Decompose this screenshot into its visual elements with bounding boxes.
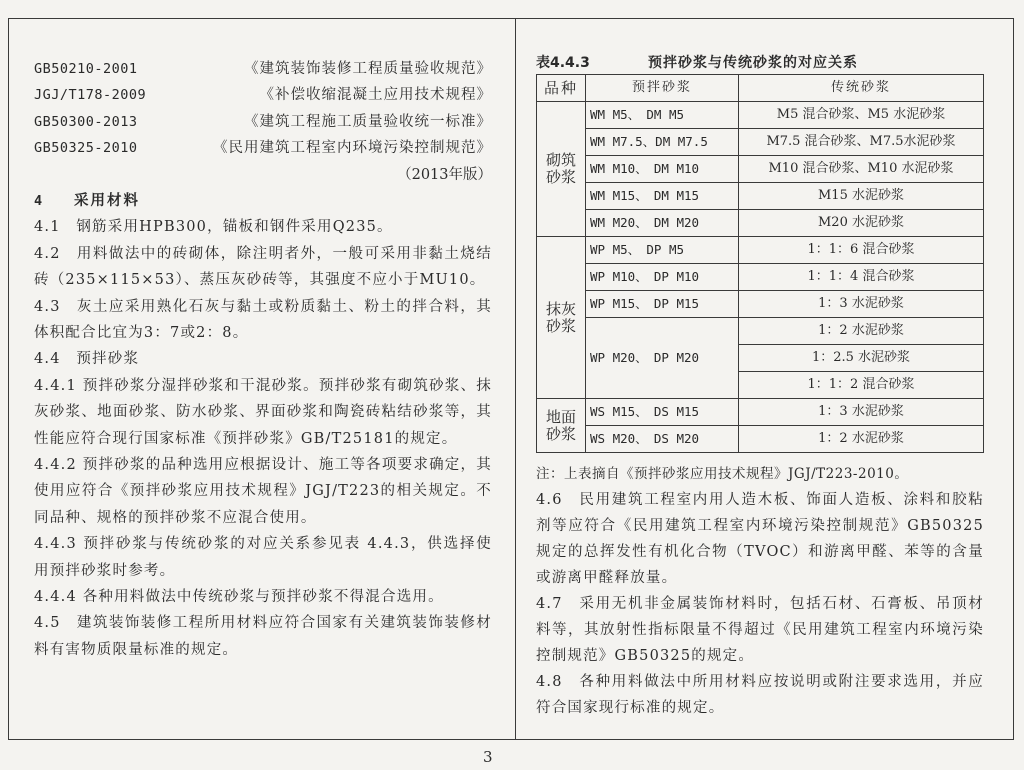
section-title: 采用材料 [74,191,140,209]
traditional-cell: 1：3 水泥砂浆 [739,399,984,426]
left-column [34,56,492,663]
premixed-cell: WM M5、 DM M5 [586,102,739,129]
premixed-cell: WS M20、 DS M20 [586,426,739,453]
clause-4-4: 4.4 预拌砂浆 [34,351,140,368]
traditional-cell: M7.5 混合砂浆、M7.5水泥砂浆 [739,129,984,156]
clause-4-8: 4.8 各种用料做法中所用材料应按说明或附注要求选用，并应符合国家现行标准的规定。 [536,674,984,716]
standard-name: 《建筑装饰装修工程质量验收规范》 [244,61,492,77]
clause-4-4-4: 4.4.4 各种用料做法中传统砂浆与预拌砂浆不得混合选用。 [34,589,444,606]
section-number: 4 [34,192,45,209]
clause-4-7: 4.7 采用无机非金属装饰材料时，包括石材、石膏板、吊顶材料等，其放射性指标限量不得超过《民用建筑工程室内环境污染控制规范》GB50325的规定。 [536,596,984,664]
table-row [537,291,984,318]
standard-code: JGJ/T178-2009 [34,87,147,104]
traditional-cell: 1：2.5 水泥砂浆 [739,345,984,372]
standard-edition: （2013年版） [397,166,492,183]
table-row [537,129,984,156]
standard-code: GB50325-2010 [34,140,138,157]
table-row [537,264,984,291]
clause-4-4-2: 4.4.2 预拌砂浆的品种选用应根据设计、施工等各项要求确定，其使用应符合《预拌砂浆应用技术规程》JGJ/T223的相关规定。不同品种、规格的预拌砂浆不应混合使用。 [34,457,492,526]
standard-name: 《补偿收缩混凝土应用技术规程》 [259,87,492,104]
table-note: 注：上表摘自《预拌砂浆应用技术规程》JGJ/T223-2010。 [536,466,909,482]
standard-item [34,109,492,135]
standard-item [34,135,492,161]
standard-item [34,56,492,82]
premixed-cell: WM M7.5、DM M7.5 [586,129,739,156]
traditional-cell: M20 水泥砂浆 [739,210,984,237]
table-row [537,399,984,426]
traditional-cell: 1：1：6 混合砂浆 [739,237,984,264]
premixed-cell: WP M20、 DP M20 [586,318,739,399]
premixed-cell: WM M20、 DM M20 [586,210,739,237]
section-heading [34,188,492,214]
table-row [537,426,984,453]
clause-4-5: 4.5 建筑装饰装修工程所用材料应符合国家有关建筑装饰装修材料有害物质限量标准的规定。 [34,615,492,658]
traditional-cell: 1：3 水泥砂浆 [739,291,984,318]
table-row [537,156,984,183]
standard-name: 《民用建筑工程室内环境污染控制规范》 [213,140,492,157]
table-title: 预拌砂浆与传统砂浆的对应关系 [648,55,858,71]
clause-4-1: 4.1 钢筋采用HPB300，锚板和钢件采用Q235。 [34,219,393,236]
table-header-row [537,75,984,102]
category-floor: 地面砂浆 [537,399,586,453]
clause-4-6: 4.6 民用建筑工程室内用人造木板、饰面人造板、涂料和胶粘剂等应符合《民用建筑工程室内环境污染控制规范》GB50325规定的总挥发性有机化合物（TVOC）和游离甲醛、苯等的含量或游离甲醛释放量。 [536,492,984,586]
standard-code: GB50210-2001 [34,61,138,77]
premixed-cell: WM M15、 DM M15 [586,183,739,210]
clause-4-2: 4.2 用料做法中的砖砌体，除注明者外，一般可采用非黏土烧结砖（235×115×53）、蒸压灰砂砖等，其强度不应小于MU10。 [34,245,492,289]
table-row [537,183,984,210]
premixed-cell: WP M15、 DP M15 [586,291,739,318]
traditional-cell: 1：1：2 混合砂浆 [739,372,984,399]
premixed-cell: WM M10、 DM M10 [586,156,739,183]
traditional-cell: 1：2 水泥砂浆 [739,426,984,453]
table-row [537,237,984,264]
header-category: 品种 [537,75,586,102]
mortar-table [536,74,984,453]
traditional-cell: 1：2 水泥砂浆 [739,318,984,345]
right-column [536,50,984,721]
standard-code: GB50300-2013 [34,113,138,130]
header-traditional: 传统砂浆 [739,75,984,102]
clause-4-3: 4.3 灰土应采用熟化石灰与黏土或粉质黏土、粉土的拌合料，其体积配合比宜为3：7或2：8。 [34,298,492,341]
table-row [537,102,984,129]
clause-4-4-3: 4.4.3 预拌砂浆与传统砂浆的对应关系参见表 4.4.3，供选择使用预拌砂浆时参考。 [34,536,492,579]
column-divider [515,18,516,740]
standards-list [34,56,492,188]
category-masonry: 砌筑砂浆 [537,102,586,237]
premixed-cell: WP M10、 DP M10 [586,264,739,291]
table-number: 表4.4.3 [536,55,590,71]
traditional-cell: 1：1：4 混合砂浆 [739,264,984,291]
standard-name: 《建筑工程施工质量验收统一标准》 [244,113,492,130]
standard-item [34,82,492,108]
category-plastering: 抹灰砂浆 [537,237,586,399]
traditional-cell: M15 水泥砂浆 [739,183,984,210]
table-row [537,318,984,345]
traditional-cell: M10 混合砂浆、M10 水泥砂浆 [739,156,984,183]
page-number: 3 [483,748,493,766]
table-row [537,210,984,237]
clause-4-4-1: 4.4.1 预拌砂浆分湿拌砂浆和干混砂浆。预拌砂浆有砌筑砂浆、抹灰砂浆、地面砂浆、防水砂浆、界面砂浆和陶瓷砖粘结砂浆等，其性能应符合现行国家标准《预拌砂浆》GB/T25181的规定。 [34,377,492,447]
table-caption [536,50,984,72]
premixed-cell: WP M5、 DP M5 [586,237,739,264]
header-premixed: 预拌砂浆 [586,75,739,102]
premixed-cell: WS M15、 DS M15 [586,399,739,426]
traditional-cell: M5 混合砂浆、M5 水泥砂浆 [739,102,984,129]
